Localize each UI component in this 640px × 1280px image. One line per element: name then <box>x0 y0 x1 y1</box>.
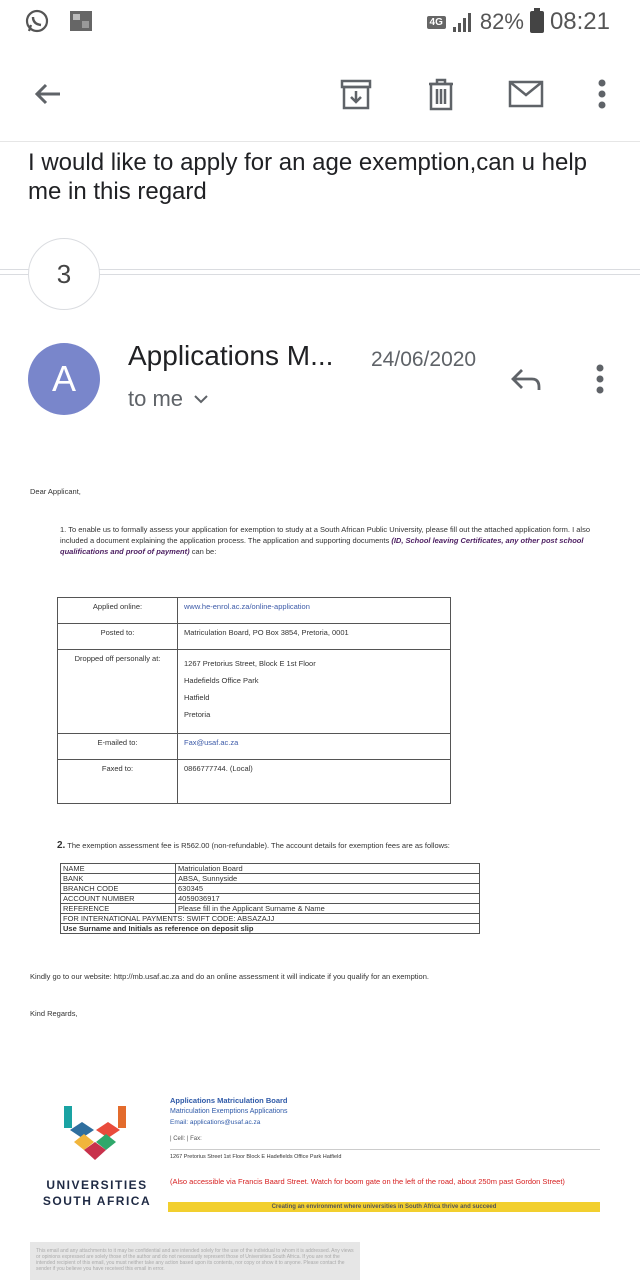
point-text: The exemption assessment fee is R562.00 (non-refundable). The account details for exemption fees are as follows: <box>67 841 450 850</box>
method-value: 0866777744. (Local) <box>178 760 451 804</box>
method-label: Posted to: <box>58 624 178 650</box>
table-row <box>58 650 451 734</box>
access-note: (Also accessible via Francis Baard Street. Watch for boom gate on the left of the road, about 250m past Gordon Street) <box>170 1177 565 1186</box>
bank-key: BANK <box>61 874 176 884</box>
international-payments: FOR INTERNATIONAL PAYMENTS: SWIFT CODE: ABSAZAJJ <box>61 914 480 924</box>
point-number: 2. <box>57 840 66 851</box>
table-row <box>58 760 451 804</box>
signature-subtitle: Matriculation Exemptions Applications <box>170 1108 288 1115</box>
more-vert-icon <box>584 360 616 400</box>
instruction-point-1 <box>60 524 600 557</box>
required-documents: (ID, School leaving Certificates, any other post school qualifications and proof of payment) <box>60 536 584 556</box>
signature-contacts: | Cell: | Fax: <box>170 1136 202 1142</box>
bank-value: Matriculation Board <box>176 864 480 874</box>
collapsed-messages-count[interactable]: 3 <box>28 238 100 310</box>
point-text: To enable us to formally assess your application for exemption to study at a South African Public University, please fill out the attached application form. I also included a document explaining the application process. The application and supporting documents <box>60 525 591 545</box>
sender-avatar[interactable]: A <box>28 343 100 415</box>
delete-button[interactable] <box>421 74 461 114</box>
network-type-badge: 4G <box>427 16 446 29</box>
table-row <box>58 598 451 624</box>
address-line: Hadefields Office Park <box>184 676 259 685</box>
usaf-logo-icon <box>60 1102 130 1164</box>
bank-key: ACCOUNT NUMBER <box>61 894 176 904</box>
bank-value: 630345 <box>176 884 480 894</box>
email-subject: I would like to apply for an age exemption,can u help me in this regard <box>28 149 588 205</box>
message-date: 24/06/2020 <box>371 348 477 371</box>
signal-icon <box>452 12 474 32</box>
recipient-details-toggle[interactable] <box>128 386 209 412</box>
sign-off: Kind Regards, <box>30 1009 78 1018</box>
reply-icon <box>506 360 546 400</box>
trash-icon <box>423 76 459 112</box>
archive-button[interactable] <box>336 74 376 114</box>
mail-icon <box>507 78 545 110</box>
status-bar <box>0 0 640 44</box>
clock: 08:21 <box>549 8 610 35</box>
online-application-link[interactable]: www.he-enrol.ac.za/online-application <box>184 602 310 611</box>
org-name: UNIVERSITIES SOUTH AFRICA <box>42 1178 152 1208</box>
table-row <box>61 894 480 904</box>
table-row <box>58 734 451 760</box>
table-row <box>61 884 480 894</box>
mark-unread-button[interactable] <box>506 74 546 114</box>
point-tail: can be: <box>191 547 217 556</box>
table-row <box>61 904 480 914</box>
bank-value: Please fill in the Applicant Surname & Name <box>176 904 480 914</box>
website-instructions: Kindly go to our website: http://mb.usaf.ac.za and do an online assessment it will indicate if you qualify for an exemption. <box>30 972 429 981</box>
instruction-point-2 <box>57 840 597 851</box>
bank-key: BRANCH CODE <box>61 884 176 894</box>
address-line: Hatfield <box>184 693 210 702</box>
table-row <box>61 864 480 874</box>
table-row <box>61 924 480 934</box>
email-disclaimer: This email and any attachments to it may be confidential and are intended solely for the use of the individual to whom it is addressed. Any views or opinions expressed are solely those of the author and do not necessarily represent those of Universities South Africa. If you are not the intended recipient of this email, you must neither take any action based upon its contents, nor copy or show it to anyone. Please contact the sender if you believe you have received this email in error. <box>30 1242 360 1280</box>
whatsapp-icon <box>24 8 50 34</box>
fax-email-link[interactable]: Fax@usaf.ac.za <box>184 738 239 747</box>
method-label: Applied online: <box>58 598 178 624</box>
method-label: Faxed to: <box>58 760 178 804</box>
more-vert-icon <box>596 78 608 110</box>
chevron-down-icon <box>193 394 209 404</box>
table-row <box>61 914 480 924</box>
address-line: 1267 Pretorius Street, Block E 1st Floor <box>184 659 316 668</box>
battery-percent: 82% <box>479 9 524 34</box>
table-row <box>61 874 480 884</box>
deposit-note: Use Surname and Initials as reference on deposit slip <box>61 924 480 934</box>
back-arrow-icon <box>32 78 64 110</box>
more-options-button[interactable] <box>582 74 622 114</box>
bank-details-table <box>60 863 480 934</box>
point-number: 1. <box>60 525 67 534</box>
reply-button[interactable] <box>506 360 546 400</box>
method-value: Matriculation Board, PO Box 3854, Pretoria, 0001 <box>178 624 451 650</box>
sender-name[interactable]: Applications M... <box>128 340 334 371</box>
archive-icon <box>338 76 374 112</box>
bank-key: NAME <box>61 864 176 874</box>
signature-divider <box>170 1149 600 1150</box>
gallery-icon <box>68 8 94 34</box>
bank-value: ABSA, Sunnyside <box>176 874 480 884</box>
back-button[interactable] <box>28 74 68 114</box>
bank-key: REFERENCE <box>61 904 176 914</box>
email-toolbar <box>0 44 640 142</box>
battery-icon <box>530 11 544 33</box>
message-more-button[interactable] <box>584 360 616 400</box>
bank-value: 4059036917 <box>176 894 480 904</box>
address-line: Pretoria <box>184 710 211 719</box>
signature-email[interactable]: Email: applications@usaf.ac.za <box>170 1119 261 1126</box>
recipient-label: to me <box>128 386 184 411</box>
signature-title: Applications Matriculation Board <box>170 1096 288 1105</box>
signature-address: 1267 Pretorius Street 1st Floor Block E Hadefields Office Park Hatfield <box>170 1154 342 1160</box>
tagline-banner: Creating an environment where universities in South Africa thrive and succeed <box>168 1202 600 1212</box>
greeting: Dear Applicant, <box>30 487 81 496</box>
submission-methods-table <box>57 597 451 804</box>
method-label: E-mailed to: <box>58 734 178 760</box>
table-row <box>58 624 451 650</box>
method-label: Dropped off personally at: <box>58 650 178 734</box>
